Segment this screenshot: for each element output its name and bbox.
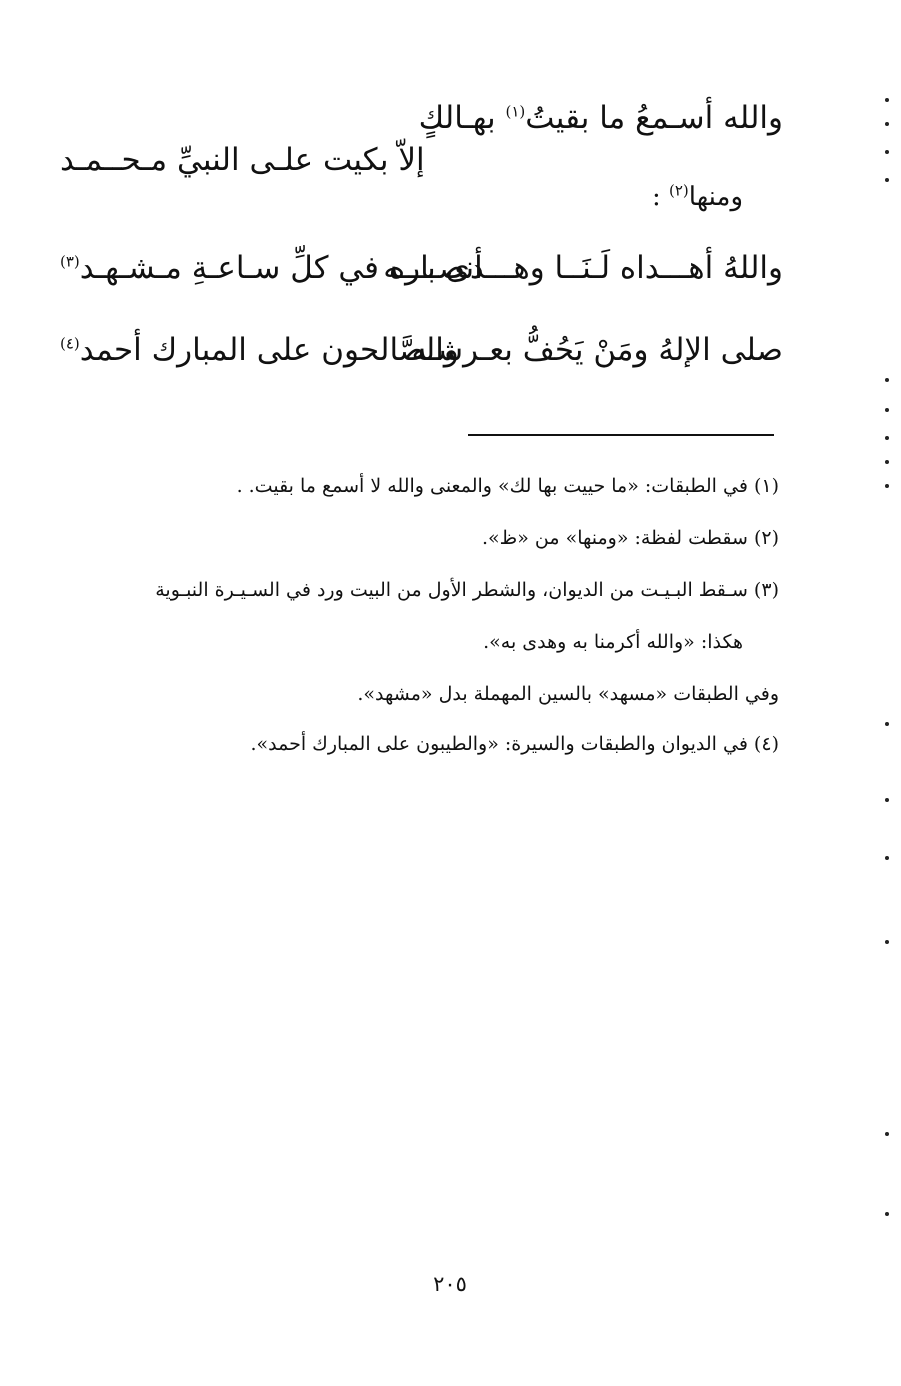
margin-mark xyxy=(885,940,889,944)
margin-mark xyxy=(885,484,889,488)
verse-3-second-text: والصَّالحون على المبارك أحمد xyxy=(79,332,459,368)
footnote-4 xyxy=(251,732,780,757)
margin-mark xyxy=(885,378,889,382)
footnote-ref-1: (١) xyxy=(505,102,526,121)
verse-3-first-text: صلى الإلهُ ومَنْ يَحُفُّ بعـرشـه xyxy=(411,332,783,368)
verse-1-second-text: إلاّ بكيت علـى النبيِّ مـحــمـد xyxy=(60,142,425,178)
verse-2-first-text: واللهُ أهـــداه لَـنَــا وهـــدى بـــه xyxy=(383,250,783,286)
footnote-4-text: (٤) في الديوان والطبقات والسيرة: «والطيبون على المبارك أحمد». xyxy=(250,733,779,755)
footnote-3-line-3-text: وفي الطبقات «مسهد» بالسين المهملة بدل «مشهد». xyxy=(357,683,779,705)
margin-mark xyxy=(885,1212,889,1216)
verse-1-first-hemistich xyxy=(419,100,783,137)
intro-text: ومنها xyxy=(688,182,743,212)
margin-mark xyxy=(885,460,889,464)
footnote-2-text: (٢) سقطت لفظة: «ومنها» من «ظ». xyxy=(482,527,779,549)
verse-1-second-hemistich xyxy=(60,142,783,179)
margin-mark xyxy=(885,1132,889,1136)
intro-line xyxy=(652,182,743,212)
margin-mark xyxy=(885,98,889,102)
verse-3-first-hemistich xyxy=(411,332,783,369)
verse-1-first-text: والله أسـمعُ ما بقيتُ xyxy=(525,100,783,136)
margin-mark xyxy=(885,436,889,440)
margin-mark xyxy=(885,122,889,126)
margin-mark xyxy=(885,722,889,726)
verse-2-second-hemistich xyxy=(60,250,483,287)
footnote-1 xyxy=(237,474,779,499)
verse-3-second-hemistich xyxy=(60,332,459,369)
margin-mark xyxy=(885,798,889,802)
margin-mark xyxy=(885,856,889,860)
footnote-ref-2: (٢) xyxy=(668,181,689,200)
footnote-3-line-3 xyxy=(357,682,779,707)
footnote-3-line-2 xyxy=(483,630,743,655)
footnote-3-line-2-text: هكذا: «والله أكرمنا به وهدى به». xyxy=(483,631,743,653)
intro-colon: : xyxy=(651,182,661,212)
footnote-2 xyxy=(482,526,779,551)
margin-mark xyxy=(885,178,889,182)
verse-2-second-text: أنصـاره في كلِّ سـاعـةِ مـشـهـد xyxy=(79,250,483,286)
footnote-ref-3: (٣) xyxy=(60,252,80,271)
verse-1-first-end: بهـالكٍ xyxy=(418,100,496,136)
footnote-separator xyxy=(468,434,774,436)
footnote-3-line-1-text: (٣) سـقط البـيـت من الديوان، والشطر الأول من البيت ورد في السـيـرة النبـوية xyxy=(155,579,779,601)
footnote-ref-4: (٤) xyxy=(60,334,80,353)
footnote-3-line-1 xyxy=(155,578,779,603)
footnote-1-text: (١) في الطبقات: «ما حييت بها لك» والمعنى والله لا أسمع ما بقيت. . xyxy=(236,475,779,497)
margin-mark xyxy=(885,408,889,412)
page-number: ٢٠٥ xyxy=(433,1272,467,1296)
margin-mark xyxy=(885,150,889,154)
